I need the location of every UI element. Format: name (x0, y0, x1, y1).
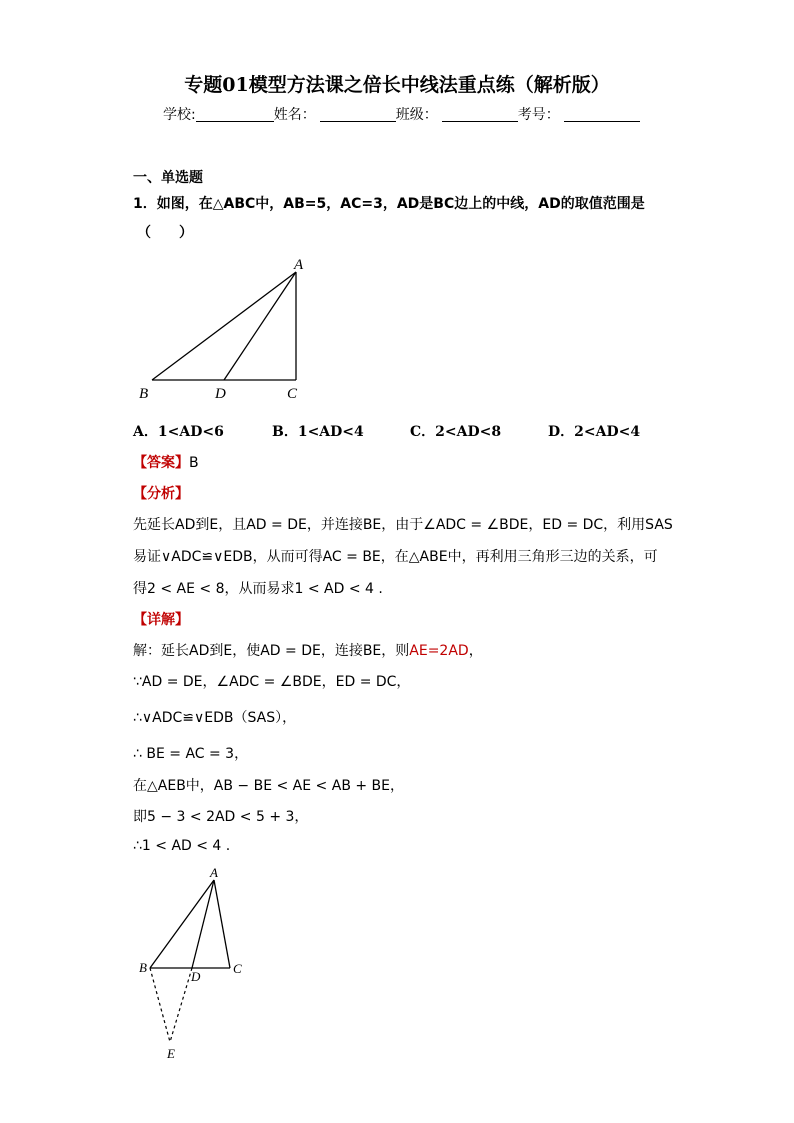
detail-step-5: 在△AEB中，AB − BE < AE < AB + BE， (133, 778, 405, 794)
question-text: 1．如图，在△ABC中，AB=5，AC=3，AD是BC边上的中线，AD的取值范围是 (133, 196, 645, 212)
detail-tag: 【详解】 (133, 612, 189, 628)
label-a: A (294, 257, 304, 273)
analysis-tag: 【分析】 (133, 486, 189, 502)
analysis-line-1: 先延长AD到E，且AD = DE，并连接BE，由于∠ADC = ∠BDE，ED = DC，利用SAS (133, 517, 673, 533)
label-c: C (287, 386, 298, 402)
segment-ab (152, 272, 296, 380)
detail-step-1-text: 解：延长AD到E，使AD = DE，连接BE，则 (133, 643, 410, 659)
detail-step-1-highlight: AE=2AD (409, 643, 469, 659)
label-a-2: A (210, 865, 218, 880)
number-field[interactable] (564, 107, 640, 122)
segment-de-dashed (170, 968, 192, 1042)
section-heading: 一、单选题 (133, 170, 203, 186)
label-e-2: E (167, 1046, 175, 1061)
detail-step-7: ∴1 < AD < 4 . (133, 838, 231, 854)
name-label: 姓名： (273, 107, 316, 123)
school-label: 学校: (163, 107, 196, 123)
school-field[interactable] (196, 107, 274, 122)
number-label: 考号： (517, 107, 560, 123)
name-field[interactable] (320, 107, 396, 122)
class-label: 班级： (395, 107, 438, 123)
answer-line (133, 452, 199, 472)
triangle-figure (130, 250, 320, 405)
detail-step-1 (133, 640, 483, 660)
option-c[interactable]: C．2<AD<8 (410, 424, 502, 440)
detail-step-1-end: ， (468, 643, 483, 659)
detail-step-2: ∵AD = DE，∠ADC = ∠BDE，ED = DC， (133, 674, 411, 690)
segment-ad (224, 272, 296, 380)
detail-step-3: ∴∨ADC≌∨EDB（SAS）， (133, 710, 297, 726)
analysis-line-2: 易证∨ADC≌∨EDB，从而可得AC = BE，在△ABE中，再利用三角形三边的关系，可 (133, 549, 658, 565)
label-c-2: C (233, 961, 242, 976)
detail-step-6: 即5 − 3 < 2AD < 5 + 3， (133, 809, 309, 825)
class-field[interactable] (442, 107, 518, 122)
label-b: B (139, 386, 149, 402)
detail-step-4: ∴ BE = AC = 3， (133, 746, 249, 762)
label-b-2: B (139, 960, 147, 975)
answer-tag: 【答案】 (133, 455, 189, 471)
segment-ac-2 (214, 880, 230, 968)
page-title: 专题01模型方法课之倍长中线法重点练（解析版） (184, 74, 610, 96)
extended-triangle-figure (130, 862, 260, 1067)
answer-value: B (189, 455, 199, 471)
segment-ab-2 (150, 880, 214, 968)
segment-be-dashed (150, 968, 170, 1042)
option-d[interactable]: D．2<AD<4 (548, 424, 641, 440)
label-d: D (215, 386, 226, 402)
question-bracket: （ ） (137, 225, 193, 241)
option-b[interactable]: B．1<AD<4 (272, 424, 364, 440)
segment-ad-2 (192, 880, 214, 968)
label-d-2: D (191, 969, 201, 984)
student-info-line (163, 104, 640, 124)
analysis-line-3: 得2 < AE < 8，从而易求1 < AD < 4 . (133, 581, 383, 597)
option-a[interactable]: A．1<AD<6 (133, 424, 224, 440)
